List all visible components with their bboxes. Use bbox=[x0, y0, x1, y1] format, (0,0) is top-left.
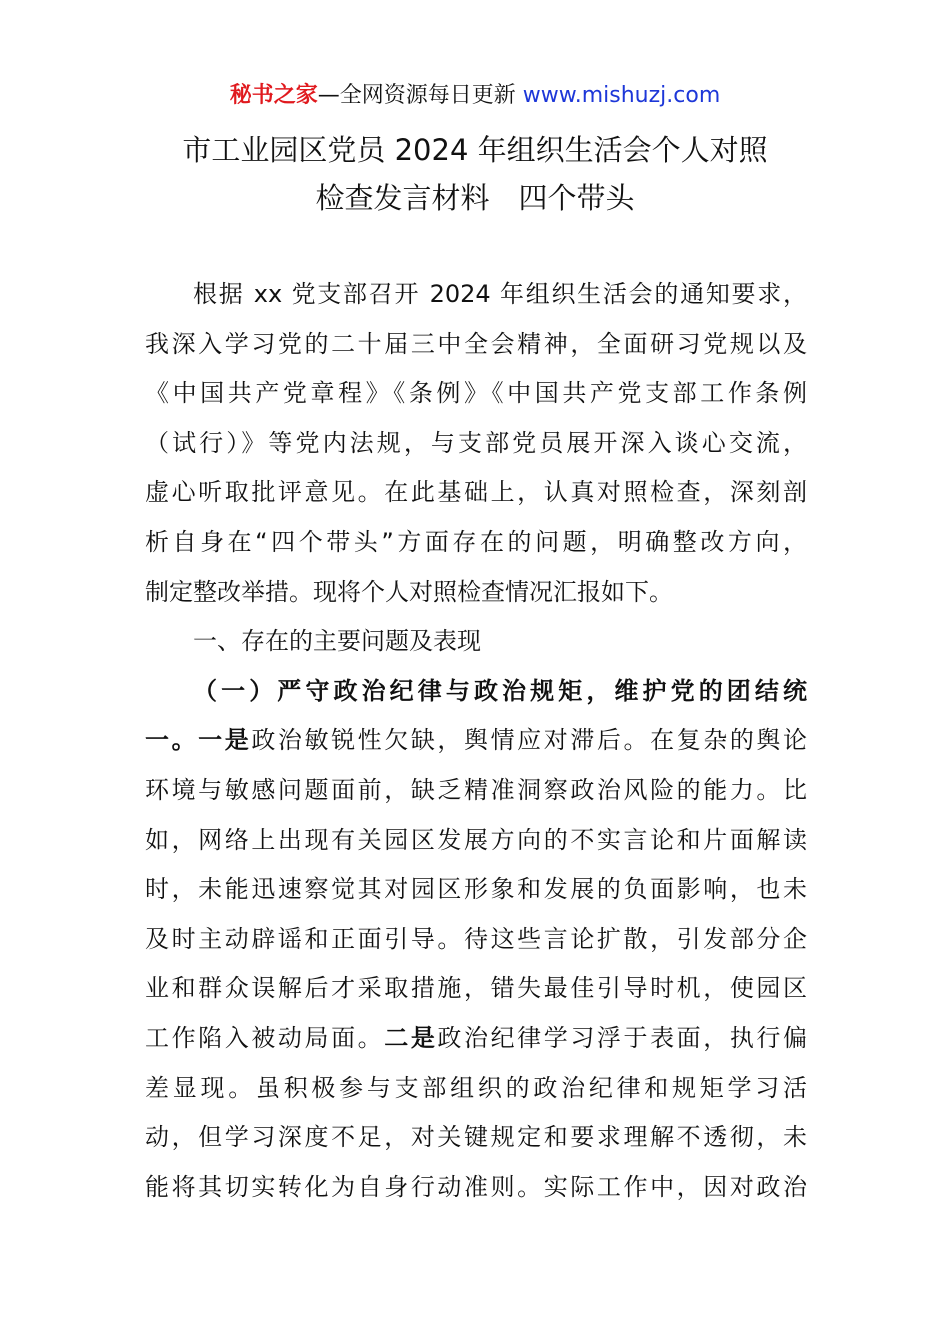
subsection-1-heading: （一）严守政治纪律与政治规矩，维护党的团结统 bbox=[193, 676, 807, 705]
document-title bbox=[0, 126, 950, 222]
site-header bbox=[0, 80, 950, 112]
body-line: 及时主动辟谣和正面引导。待这些言论扩散，引发部分企 bbox=[145, 924, 807, 953]
section-heading-1 bbox=[145, 617, 807, 667]
subsection-1-heading-end: 一。 bbox=[145, 726, 199, 755]
intro-line: 析自身在“四个带头”方面存在的问题，明确整改方向， bbox=[145, 527, 807, 556]
point-1-end-text: 工作陷入被动局面。 bbox=[145, 1023, 385, 1052]
title-line-2: 检查发言材料 四个带头 bbox=[315, 181, 635, 215]
body-line: 能将其切实转化为自身行动准则。实际工作中，因对政治 bbox=[145, 1172, 807, 1201]
body-line: 如，网络上出现有关园区发展方向的不实言论和片面解读 bbox=[145, 825, 807, 854]
point-2-label: 二是 bbox=[384, 1023, 438, 1052]
intro-line: 虚心听取批评意见。在此基础上，认真对照检查，深刻剖 bbox=[145, 478, 807, 507]
point-1-text: 政治敏锐性欠缺，舆情应对滞后。在复杂的舆论 bbox=[251, 726, 808, 755]
body-line: 时，未能迅速察觉其对园区形象和发展的负面影响，也未 bbox=[145, 875, 807, 904]
point-1-label: 一是 bbox=[198, 726, 252, 755]
body-line: 动，但学习深度不足，对关键规定和要求理解不透彻，未 bbox=[145, 1123, 807, 1152]
body-line bbox=[145, 1014, 807, 1064]
body-line: 差显现。虽积极参与支部组织的政治纪律和规矩学习活 bbox=[145, 1073, 807, 1102]
intro-line: 制定整改举措。现将个人对照检查情况汇报如下。 bbox=[145, 577, 673, 606]
body-line: 环境与敏感问题面前，缺乏精准洞察政治风险的能力。比 bbox=[145, 775, 807, 804]
body-line: 业和群众误解后才采取措施，错失最佳引导时机，使园区 bbox=[145, 974, 807, 1003]
intro-line: 根据 xx 党支部召开 2024 年组织生活会的通知要求， bbox=[193, 280, 807, 308]
intro-line: 《中国共产党章程》《条例》《中国共产党支部工作条例 bbox=[145, 379, 807, 408]
intro-line: 我深入学习党的二十届三中全会精神，全面研习党规以及 bbox=[145, 329, 807, 358]
brand-name: 秘书之家 bbox=[229, 83, 318, 108]
point-2-text: 政治纪律学习浮于表面，执行偏 bbox=[437, 1023, 808, 1052]
intro-paragraph bbox=[145, 270, 807, 617]
header-tagline: —全网资源每日更新 bbox=[317, 83, 523, 108]
title-line-1: 市工业园区党员 2024 年组织生活会个人对照 bbox=[182, 133, 768, 167]
intro-line: （试行）》等党内法规，与支部党员展开深入谈心交流， bbox=[145, 428, 807, 457]
site-url-link[interactable]: www.mishuzj.com bbox=[522, 83, 721, 108]
subsection-1-paragraph bbox=[145, 667, 807, 1213]
body-line bbox=[145, 716, 807, 766]
document-body bbox=[145, 270, 807, 1212]
section-1-heading-text: 一、存在的主要问题及表现 bbox=[193, 627, 481, 656]
